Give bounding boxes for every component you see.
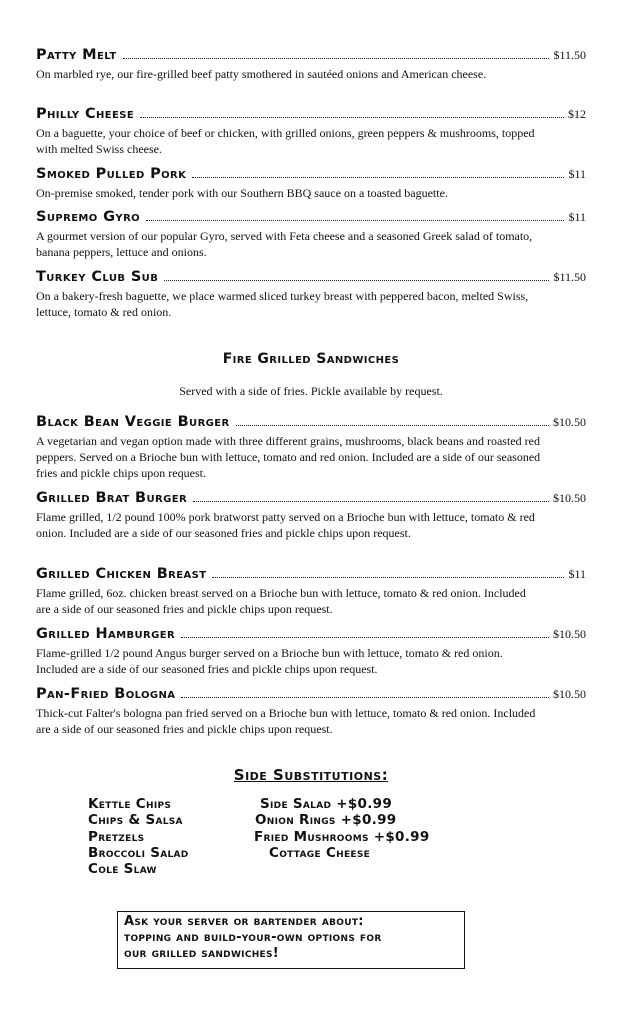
menu-item xyxy=(36,626,586,677)
side-option: Kettle Chips xyxy=(88,796,172,812)
menu-item xyxy=(36,686,586,737)
item-name: Grilled Chicken Breast xyxy=(36,566,207,582)
menu-item xyxy=(36,166,586,201)
item-price: $11 xyxy=(568,210,586,224)
leader-dots xyxy=(181,697,549,698)
menu-item xyxy=(36,566,586,617)
side-option: Onion Rings +$0.99 xyxy=(255,812,397,828)
menu-item xyxy=(36,209,586,260)
leader-dots xyxy=(193,501,549,502)
item-name: Pan-Fried Bologna xyxy=(36,686,176,702)
item-name: Grilled Hamburger xyxy=(36,626,176,642)
item-name: Philly Cheese xyxy=(36,106,135,122)
sides-title: Side Substitutions: xyxy=(233,766,389,784)
leader-dots xyxy=(181,637,549,638)
item-price: $10.50 xyxy=(553,491,586,505)
item-price: $10.50 xyxy=(553,687,586,701)
section-subtitle: Served with a side of fries. Pickle available by request. xyxy=(179,384,443,398)
menu-item xyxy=(36,106,586,157)
callout-line: our grilled sandwiches! xyxy=(124,946,280,961)
item-price: $11 xyxy=(568,567,586,581)
side-option: Chips & Salsa xyxy=(88,812,183,828)
item-description: On a baguette, your choice of beef or chicken, with grilled onions, green peppers & mushrooms, topped with melted Swiss cheese. xyxy=(36,126,535,156)
item-price: $10.50 xyxy=(553,627,586,641)
menu-item xyxy=(36,490,586,541)
item-name: Turkey Club Sub xyxy=(36,269,159,285)
item-price: $12 xyxy=(568,107,586,121)
item-name: Smoked Pulled Pork xyxy=(36,166,187,182)
leader-dots xyxy=(212,577,564,578)
leader-dots xyxy=(164,280,549,281)
menu-item xyxy=(36,414,586,481)
item-description: On a bakery-fresh baguette, we place warmed sliced turkey breast with peppered bacon, melted Swiss, lettuce, tomato & red onion. xyxy=(36,289,529,319)
item-description: Flame grilled, 6oz. chicken breast served on a Brioche bun with lettuce, tomato & red onion. Included are a side of our seasoned fries and pickle chips upon request. xyxy=(36,586,526,616)
side-option: Side Salad +$0.99 xyxy=(260,796,393,812)
item-name: Grilled Brat Burger xyxy=(36,490,188,506)
leader-dots xyxy=(236,425,549,426)
side-option: Broccoli Salad xyxy=(88,845,189,861)
item-description: Flame grilled, 1/2 pound 100% pork bratworst patty served on a Brioche bun with lettuce, tomato & red onion. Included are a side of our seasoned fries and pickle chips upon request. xyxy=(36,510,535,540)
item-price: $11.50 xyxy=(553,48,586,62)
leader-dots xyxy=(123,58,550,59)
leader-dots xyxy=(146,220,564,221)
item-name: Patty Melt xyxy=(36,47,117,63)
menu-item xyxy=(36,47,586,82)
callout-line: topping and build-your-own options for xyxy=(124,930,382,945)
side-option: Cole Slaw xyxy=(88,861,157,877)
item-description: Thick-cut Falter's bologna pan fried served on a Brioche bun with lettuce, tomato & red onion. Included are a side of our seasoned fries and pickle chips upon request. xyxy=(36,706,536,736)
side-option: Pretzels xyxy=(88,829,145,845)
item-description: A vegetarian and vegan option made with three different grains, mushrooms, black beans and roasted red peppers. Served on a Brioche bun with lettuce, tomato and red onion. Included are a side of our seasoned fries and pickle chips upon request. xyxy=(36,434,541,480)
item-price: $11 xyxy=(568,167,586,181)
item-name: Supremo Gyro xyxy=(36,209,141,225)
leader-dots xyxy=(192,177,564,178)
item-name: Black Bean Veggie Burger xyxy=(36,414,230,430)
item-description: A gourmet version of our popular Gyro, served with Feta cheese and a seasoned Greek salad of tomato, banana peppers, lettuce and onions. xyxy=(36,229,533,259)
item-description: On-premise smoked, tender pork with our Southern BBQ sauce on a toasted baguette. xyxy=(36,186,448,200)
callout-line: Ask your server or bartender about: xyxy=(124,914,364,929)
item-price: $10.50 xyxy=(553,415,586,429)
menu-item xyxy=(36,269,586,320)
server-callout-box xyxy=(117,911,465,969)
item-price: $11.50 xyxy=(553,270,586,284)
side-option: Cottage Cheese xyxy=(269,845,371,861)
side-option: Fried Mushrooms +$0.99 xyxy=(254,829,430,845)
section-title: Fire Grilled Sandwiches xyxy=(222,351,400,367)
item-description: On marbled rye, our fire-grilled beef patty smothered in sautéed onions and American cheese. xyxy=(36,67,487,81)
leader-dots xyxy=(140,117,564,118)
item-description: Flame-grilled 1/2 pound Angus burger served on a Brioche bun with lettuce, tomato & red onion. Included are a side of our seasoned fries and pickle chips upon request. xyxy=(36,646,503,676)
